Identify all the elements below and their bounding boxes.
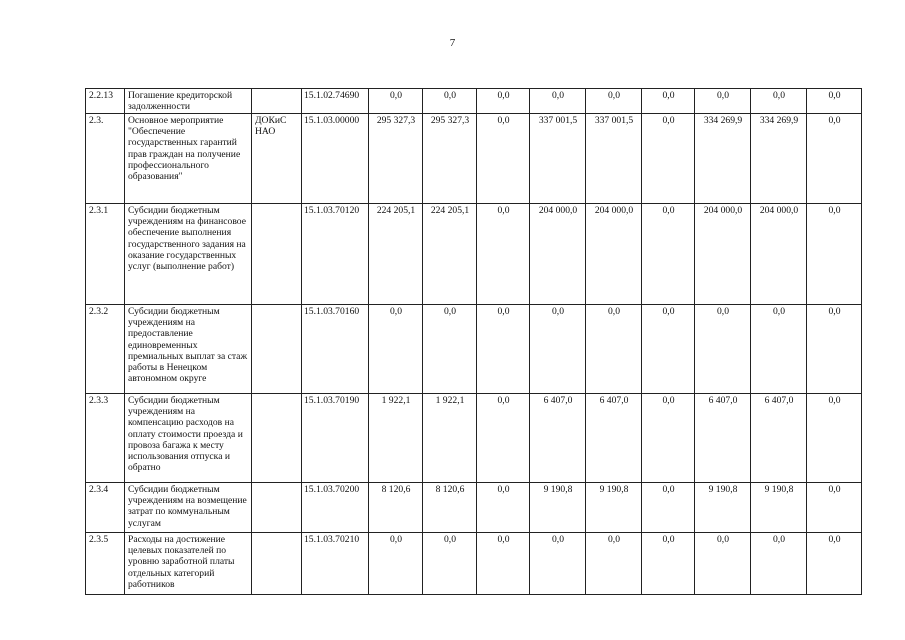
- amount-cell: 0,0: [642, 89, 695, 114]
- executor-cell: [252, 305, 302, 394]
- amount-cell: 0,0: [477, 114, 530, 204]
- amount-cell: 0,0: [586, 305, 642, 394]
- amount-cell: 204 000,0: [695, 204, 751, 305]
- amount-cell: 9 190,8: [751, 483, 807, 533]
- budget-code-cell: 15.1.03.70160: [302, 305, 369, 394]
- page-number: 7: [449, 37, 456, 49]
- amount-cell: 0,0: [477, 204, 530, 305]
- amount-cell: 0,0: [695, 89, 751, 114]
- budget-code-cell: 15.1.03.00000: [302, 114, 369, 204]
- amount-cell: 0,0: [807, 89, 862, 114]
- amount-cell: 0,0: [369, 533, 423, 595]
- amount-cell: 6 407,0: [530, 394, 586, 483]
- table-row: [86, 305, 862, 394]
- description-cell: Субсидии бюджетным учреждениям на возмещение затрат по коммунальным услугам: [125, 483, 252, 533]
- budget-code-cell: 15.1.03.70200: [302, 483, 369, 533]
- executor-cell: ДОКиС НАО: [252, 114, 302, 204]
- row-id-cell: 2.2.13: [86, 89, 125, 114]
- executor-cell: [252, 483, 302, 533]
- table-body: [86, 89, 862, 595]
- amount-cell: 0,0: [423, 89, 477, 114]
- row-id-cell: 2.3.2: [86, 305, 125, 394]
- amount-cell: 0,0: [807, 114, 862, 204]
- budget-table: [85, 88, 862, 595]
- row-id-cell: 2.3.4: [86, 483, 125, 533]
- amount-cell: 0,0: [642, 114, 695, 204]
- amount-cell: 0,0: [530, 305, 586, 394]
- executor-cell: [252, 89, 302, 114]
- amount-cell: 0,0: [642, 483, 695, 533]
- amount-cell: 0,0: [807, 204, 862, 305]
- amount-cell: 0,0: [477, 394, 530, 483]
- amount-cell: 0,0: [369, 89, 423, 114]
- amount-cell: 204 000,0: [751, 204, 807, 305]
- amount-cell: 0,0: [807, 305, 862, 394]
- table-row: [86, 394, 862, 483]
- row-id-cell: 2.3.: [86, 114, 125, 204]
- amount-cell: 0,0: [642, 533, 695, 595]
- amount-cell: 8 120,6: [369, 483, 423, 533]
- row-id-cell: 2.3.1: [86, 204, 125, 305]
- table-row: [86, 483, 862, 533]
- amount-cell: 0,0: [586, 533, 642, 595]
- amount-cell: 337 001,5: [530, 114, 586, 204]
- amount-cell: 0,0: [530, 89, 586, 114]
- budget-code-cell: 15.1.02.74690: [302, 89, 369, 114]
- amount-cell: 1 922,1: [369, 394, 423, 483]
- amount-cell: 0,0: [751, 89, 807, 114]
- row-id-cell: 2.3.5: [86, 533, 125, 595]
- amount-cell: 6 407,0: [695, 394, 751, 483]
- amount-cell: 334 269,9: [695, 114, 751, 204]
- amount-cell: 0,0: [530, 533, 586, 595]
- amount-cell: 0,0: [423, 533, 477, 595]
- amount-cell: 0,0: [369, 305, 423, 394]
- amount-cell: 9 190,8: [530, 483, 586, 533]
- description-cell: Расходы на достижение целевых показателей по уровню заработной платы отдельных категорий работников: [125, 533, 252, 595]
- budget-code-cell: 15.1.03.70120: [302, 204, 369, 305]
- amount-cell: 224 205,1: [423, 204, 477, 305]
- description-cell: Субсидии бюджетным учреждениям на финансовое обеспечение выполнения государственного задания на оказание государственных услуг (выполнение работ): [125, 204, 252, 305]
- amount-cell: 6 407,0: [751, 394, 807, 483]
- amount-cell: 6 407,0: [586, 394, 642, 483]
- amount-cell: 0,0: [751, 305, 807, 394]
- table-row: [86, 533, 862, 595]
- table-row: [86, 89, 862, 114]
- amount-cell: 0,0: [477, 89, 530, 114]
- budget-code-cell: 15.1.03.70210: [302, 533, 369, 595]
- table-row: [86, 114, 862, 204]
- executor-cell: [252, 394, 302, 483]
- amount-cell: 0,0: [477, 483, 530, 533]
- amount-cell: 337 001,5: [586, 114, 642, 204]
- amount-cell: 0,0: [642, 394, 695, 483]
- amount-cell: 0,0: [586, 89, 642, 114]
- executor-cell: [252, 204, 302, 305]
- amount-cell: 0,0: [807, 483, 862, 533]
- amount-cell: 0,0: [642, 305, 695, 394]
- amount-cell: 0,0: [751, 533, 807, 595]
- amount-cell: 0,0: [695, 305, 751, 394]
- amount-cell: 0,0: [695, 533, 751, 595]
- amount-cell: 204 000,0: [530, 204, 586, 305]
- amount-cell: 0,0: [807, 394, 862, 483]
- amount-cell: 9 190,8: [586, 483, 642, 533]
- amount-cell: 1 922,1: [423, 394, 477, 483]
- description-cell: Основное мероприятие "Обеспечение государственных гарантий прав граждан на получение профессионального образования": [125, 114, 252, 204]
- amount-cell: 0,0: [477, 533, 530, 595]
- amount-cell: 295 327,3: [369, 114, 423, 204]
- description-cell: Субсидии бюджетным учреждениям на компенсацию расходов на оплату стоимости проезда и провоза багажа к месту использования отпуска и обратно: [125, 394, 252, 483]
- amount-cell: 295 327,3: [423, 114, 477, 204]
- amount-cell: 204 000,0: [586, 204, 642, 305]
- executor-cell: [252, 533, 302, 595]
- description-cell: Субсидии бюджетным учреждениям на предоставление единовременных премиальных выплат за стаж работы в Ненецком автономном округе: [125, 305, 252, 394]
- amount-cell: 0,0: [807, 533, 862, 595]
- amount-cell: 9 190,8: [695, 483, 751, 533]
- amount-cell: 224 205,1: [369, 204, 423, 305]
- amount-cell: 334 269,9: [751, 114, 807, 204]
- amount-cell: 8 120,6: [423, 483, 477, 533]
- row-id-cell: 2.3.3: [86, 394, 125, 483]
- amount-cell: 0,0: [642, 204, 695, 305]
- amount-cell: 0,0: [423, 305, 477, 394]
- description-cell: Погашение кредиторской задолженности: [125, 89, 252, 114]
- amount-cell: 0,0: [477, 305, 530, 394]
- table-row: [86, 204, 862, 305]
- budget-code-cell: 15.1.03.70190: [302, 394, 369, 483]
